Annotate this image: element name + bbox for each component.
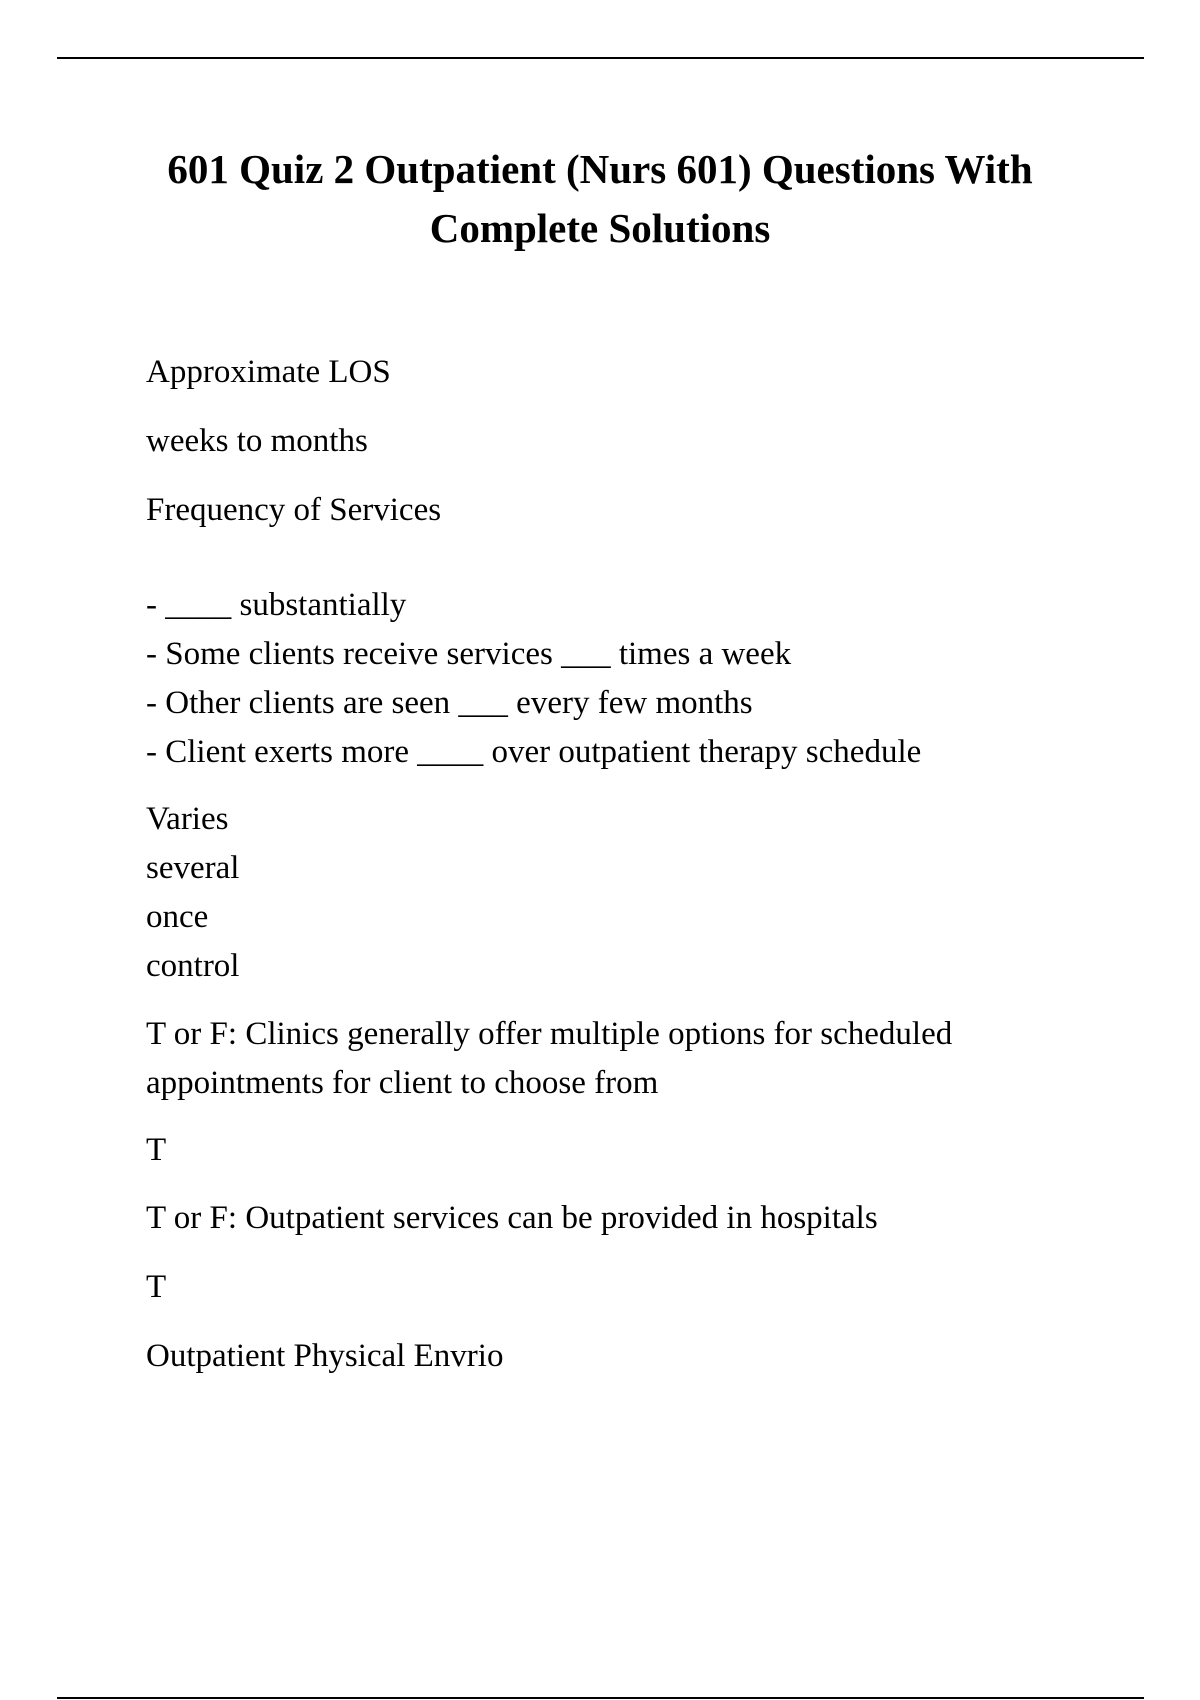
card-4-answer: T	[146, 1269, 167, 1305]
document-title	[100, 140, 1100, 258]
card-3-answer: T	[146, 1132, 167, 1168]
top-rule	[57, 57, 1144, 59]
card-2-term: Frequency of Services	[146, 492, 442, 528]
card-2-term-line: - ____ substantially	[146, 587, 407, 623]
card-2-term-line: - Some clients receive services ___ times a week	[146, 636, 792, 672]
card-2-answer-line: several	[146, 850, 240, 886]
card-2-answer-line: once	[146, 899, 209, 935]
card-4-term: T or F: Outpatient services can be provided in hospitals	[146, 1200, 878, 1236]
card-5-term: Outpatient Physical Envrio	[146, 1338, 504, 1374]
card-3-term-line: T or F: Clinics generally offer multiple options for scheduled	[146, 1016, 953, 1052]
card-2-answer-line: Varies	[146, 801, 229, 837]
card-2-answer-line: control	[146, 948, 240, 984]
bottom-rule	[57, 1697, 1144, 1699]
card-1-term: Approximate LOS	[146, 354, 391, 390]
card-2-term-line: - Client exerts more ____ over outpatient therapy schedule	[146, 734, 922, 770]
card-2-term-line: - Other clients are seen ___ every few months	[146, 685, 753, 721]
title-line-2: Complete Solutions	[429, 205, 771, 251]
card-1-answer: weeks to months	[146, 423, 368, 459]
card-3-term-line: appointments for client to choose from	[146, 1065, 659, 1101]
title-line-1: 601 Quiz 2 Outpatient (Nurs 601) Questions With	[167, 146, 1033, 192]
